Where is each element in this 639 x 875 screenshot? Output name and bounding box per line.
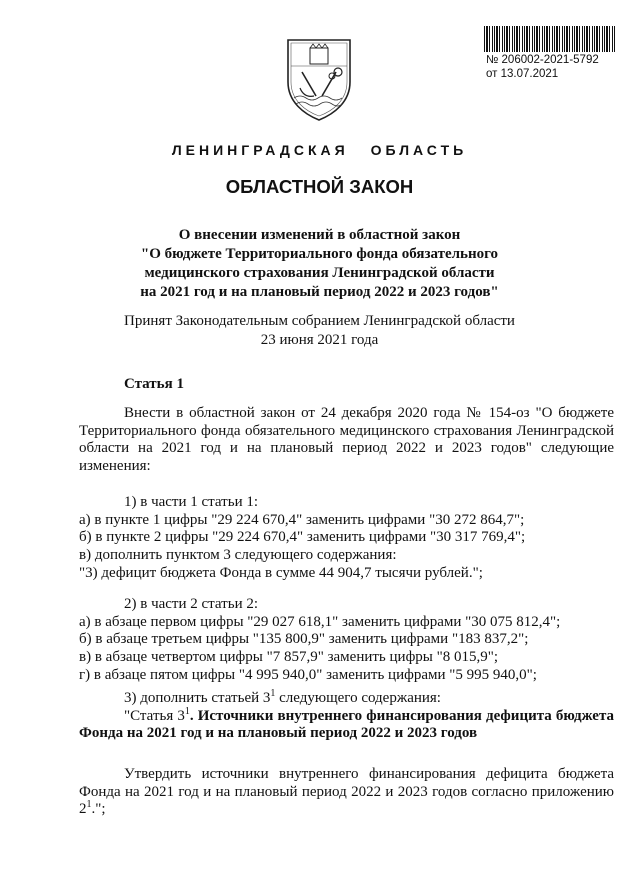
article-intro-text: Внести в областной закон от 24 декабря 2020 года № 154-оз "О бюджете Территориального фонда обязательного медицинского страхования Ленинградской области на 2021 год и на плановый период 2022 и 2023 годов" следующие изменения: <box>79 405 614 475</box>
amendment-item-2 <box>79 596 614 685</box>
region-name: ЛЕНИНГРАДСКАЯ ОБЛАСТЬ <box>171 142 468 158</box>
law-title <box>60 226 579 302</box>
list-item <box>79 690 614 708</box>
law-title-line: "О бюджете Территориального фонда обязательного <box>140 246 499 262</box>
article-heading: Статья 1 <box>124 376 184 392</box>
item3-suffix: следующего содержания: <box>275 690 441 706</box>
list-item: г) в абзаце пятом цифры "4 995 940,0" заменить цифрами "5 995 940,0"; <box>79 666 537 683</box>
new-article-heading <box>79 705 614 743</box>
law-title-line: О внесении изменений в областной закон <box>178 227 461 243</box>
barcode-icon <box>484 26 616 52</box>
list-item: "3) дефицит бюджета Фонда в сумме 44 904,7 тысячи рублей."; <box>79 564 483 581</box>
new-article-prefix: "Статья 3 <box>124 707 185 724</box>
coat-of-arms-icon <box>282 36 356 122</box>
approve-text-main: Утвердить источники внутреннего финансирования дефицита бюджета Фонда на 2021 год и на плановый период 2022 и 2023 годов согласно приложению 2 <box>79 766 614 818</box>
item3-prefix: 3) дополнить статьей 3 <box>124 690 271 706</box>
adoption-date: 23 июня 2021 года <box>260 332 379 348</box>
adoption-note <box>60 312 579 350</box>
adoption-line: Принят Законодательным собранием Ленинградской области <box>124 313 515 329</box>
approve-text-end: ."; <box>91 801 106 818</box>
list-item: б) в абзаце третьем цифры "135 800,9" заменить цифрами "183 837,2"; <box>79 631 529 648</box>
list-item: а) в пункте 1 цифры "29 224 670,4" заменить цифрами "30 272 864,7"; <box>79 511 525 528</box>
approve-paragraph <box>79 766 614 819</box>
article-intro <box>79 405 614 476</box>
superscript: 1 <box>184 705 190 717</box>
law-title-line: на 2021 год и на плановый период 2022 и 2023 годов" <box>140 284 499 300</box>
approve-text <box>79 766 614 819</box>
superscript: 1 <box>270 688 276 699</box>
list-item: в) в абзаце четвертом цифры "7 857,9" заменить цифры "8 015,9"; <box>79 649 499 666</box>
new-article-dot: . <box>189 707 194 724</box>
new-article-title: Источники внутреннего финансирования дефицита бюджета Фонда на 2021 год и на плановый период 2022 и 2023 годов <box>79 707 614 742</box>
list-item: 2) в части 2 статьи 2: <box>124 596 259 612</box>
law-type: ОБЛАСТНОЙ ЗАКОН <box>225 176 414 197</box>
list-item: а) в абзаце первом цифры "29 027 618,1" заменить цифрами "30 075 812,4"; <box>79 613 561 630</box>
registration-number: № 206002-2021-5792 <box>486 54 599 66</box>
registration-date: от 13.07.2021 <box>486 68 559 80</box>
amendment-item-1 <box>79 494 614 583</box>
list-item: в) дополнить пунктом 3 следующего содержания: <box>79 547 397 564</box>
law-title-line: медицинского страхования Ленинградской области <box>144 265 495 281</box>
list-item: б) в пункте 2 цифры "29 224 670,4" заменить цифрами "30 317 769,4"; <box>79 529 526 546</box>
amendment-item-3 <box>79 690 614 743</box>
superscript: 1 <box>86 799 92 811</box>
list-item: 1) в части 1 статьи 1: <box>124 494 259 510</box>
